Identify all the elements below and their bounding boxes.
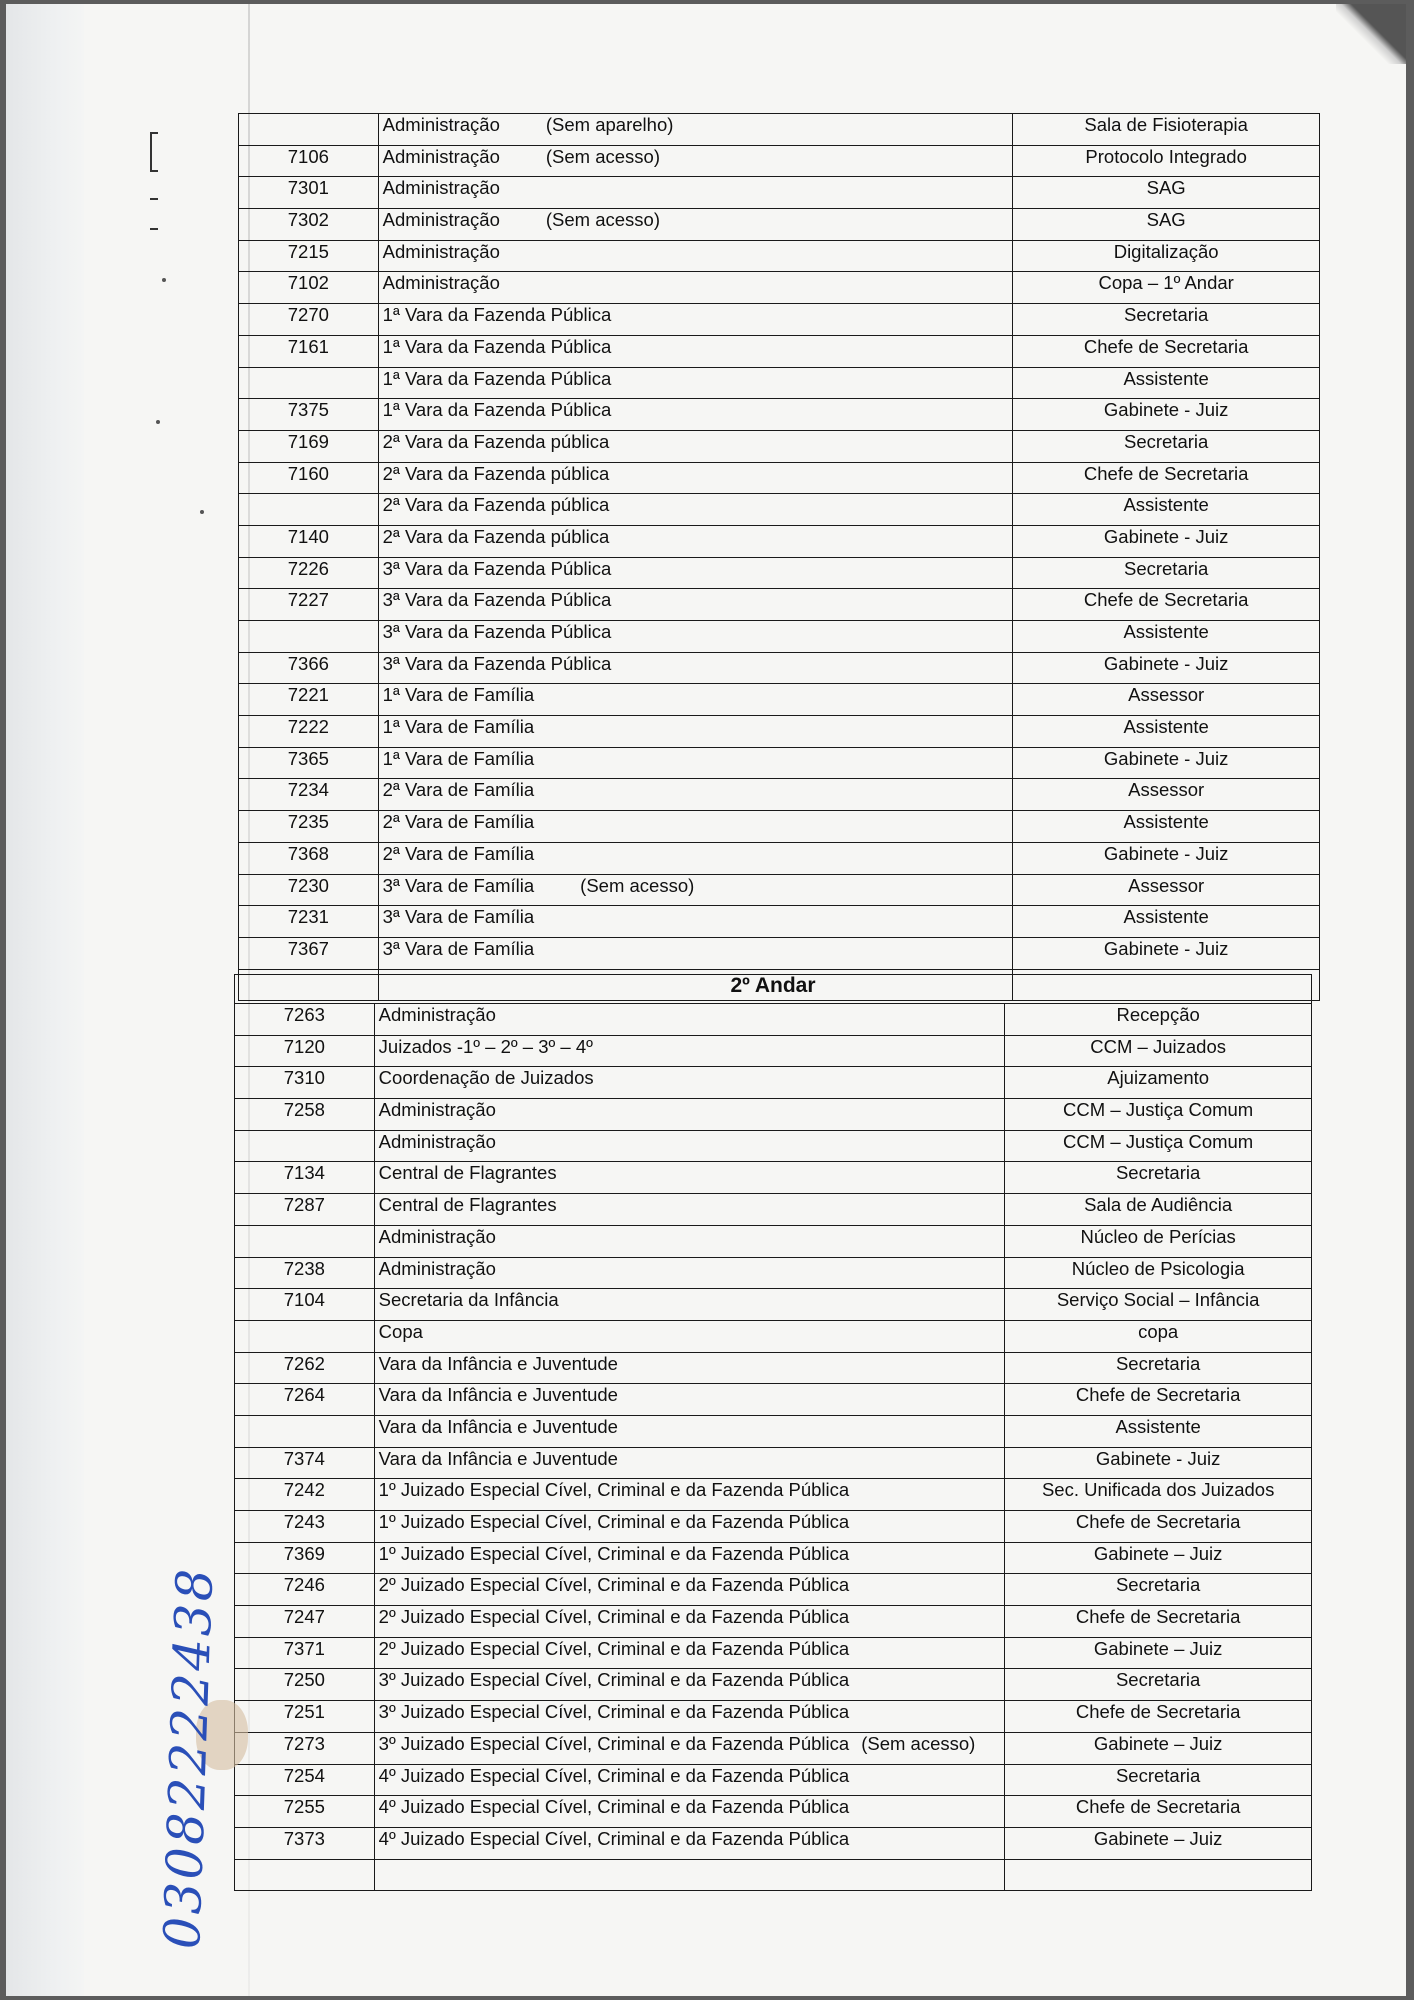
sector-name: Assistente [1013, 621, 1320, 653]
department-cell [374, 1099, 1005, 1131]
extension-number: 7140 [239, 525, 379, 557]
department-name: 2ª Vara de Família [382, 811, 535, 833]
table-row [239, 747, 1320, 779]
extension-number: 7371 [235, 1637, 375, 1669]
extension-number [239, 114, 379, 146]
sector-name: Assessor [1013, 874, 1320, 906]
department-cell [374, 1320, 1005, 1352]
department-name: 2º Juizado Especial Cível, Criminal e da Fazenda Pública [378, 1606, 850, 1628]
sector-name: SAG [1013, 209, 1320, 241]
department-cell [378, 367, 1013, 399]
sector-name: Secretaria [1005, 1764, 1312, 1796]
extension-number: 7222 [239, 716, 379, 748]
department-name: 3º Juizado Especial Cível, Criminal e da Fazenda Pública [378, 1701, 850, 1723]
table-row [235, 1574, 1312, 1606]
department-cell [374, 1796, 1005, 1828]
handwritten-number-text: 03082222438 [152, 1565, 225, 1950]
department-cell [374, 1352, 1005, 1384]
table-row [235, 1542, 1312, 1574]
table-row [235, 1067, 1312, 1099]
sector-name: Chefe de Secretaria [1005, 1511, 1312, 1543]
floor2-extension-table [234, 974, 1312, 1891]
extension-number: 7254 [235, 1764, 375, 1796]
extension-number: 7255 [235, 1796, 375, 1828]
table-row [235, 1384, 1312, 1416]
department-name: 2º Juizado Especial Cível, Criminal e da Fazenda Pública [378, 1637, 850, 1659]
extension-number: 7134 [235, 1162, 375, 1194]
floor1-extension-table [238, 113, 1320, 1001]
department-name: 1ª Vara de Família [382, 747, 535, 769]
table-row [239, 494, 1320, 526]
table-row [239, 906, 1320, 938]
department-name: 1ª Vara de Família [382, 684, 535, 706]
extension-number [239, 367, 379, 399]
department-cell [374, 1574, 1005, 1606]
department-name: 2ª Vara de Família [382, 779, 535, 801]
table-row [239, 272, 1320, 304]
table-row [235, 1415, 1312, 1447]
department-cell [378, 716, 1013, 748]
sector-name: Chefe de Secretaria [1005, 1701, 1312, 1733]
sector-name: Chefe de Secretaria [1005, 1796, 1312, 1828]
extension-number: 7242 [235, 1479, 375, 1511]
table-row [239, 209, 1320, 241]
department-name: 1ª Vara da Fazenda Pública [382, 399, 612, 421]
sector-name: Núcleo de Perícias [1005, 1225, 1312, 1257]
extension-number: 7235 [239, 811, 379, 843]
department-name: 2ª Vara da Fazenda pública [382, 462, 610, 484]
extension-number [235, 1320, 375, 1352]
table-row [239, 937, 1320, 969]
department-name: Administração [382, 114, 500, 135]
extension-number: 7231 [239, 906, 379, 938]
department-cell [378, 177, 1013, 209]
extension-number: 7104 [235, 1289, 375, 1321]
table-row [239, 462, 1320, 494]
table-row [235, 1732, 1312, 1764]
sector-name: Sec. Unificada dos Juizados [1005, 1479, 1312, 1511]
department-cell [378, 525, 1013, 557]
department-cell [378, 842, 1013, 874]
department-cell [378, 494, 1013, 526]
department-name: Vara da Infância e Juventude [378, 1352, 618, 1374]
department-name: 3ª Vara de Família [382, 874, 535, 896]
extension-number: 7273 [235, 1732, 375, 1764]
table-row [235, 1004, 1312, 1036]
department-name: Administração [382, 240, 500, 262]
extension-number [235, 1130, 375, 1162]
department-name: Administração [378, 1130, 496, 1152]
extension-number: 7226 [239, 557, 379, 589]
department-name: Administração [382, 145, 500, 167]
access-note: (Sem aparelho) [545, 114, 674, 135]
table-row [235, 1701, 1312, 1733]
table-row [235, 1479, 1312, 1511]
sector-name: Secretaria [1013, 304, 1320, 336]
sector-name: Gabinete - Juiz [1005, 1447, 1312, 1479]
sector-name: CCM – Juizados [1005, 1035, 1312, 1067]
table-row [235, 1194, 1312, 1226]
sector-name: SAG [1013, 177, 1320, 209]
table-row [239, 779, 1320, 811]
department-cell [378, 209, 1013, 241]
department-cell [374, 1035, 1005, 1067]
table-row [239, 811, 1320, 843]
scan-speck [156, 420, 160, 424]
extension-number: 7368 [239, 842, 379, 874]
department-name: 1º Juizado Especial Cível, Criminal e da Fazenda Pública [378, 1511, 850, 1532]
extension-number: 7302 [239, 209, 379, 241]
margin-mark [150, 132, 158, 134]
table-row [235, 1669, 1312, 1701]
department-name: 4º Juizado Especial Cível, Criminal e da Fazenda Pública [378, 1796, 850, 1818]
department-cell [378, 652, 1013, 684]
extension-number: 7366 [239, 652, 379, 684]
sector-name: Ajuizamento [1005, 1067, 1312, 1099]
sector-name: CCM – Justiça Comum [1005, 1099, 1312, 1131]
table-row [235, 1447, 1312, 1479]
department-name: Central de Flagrantes [378, 1194, 557, 1216]
extension-number: 7120 [235, 1035, 375, 1067]
department-name: Administração [378, 1004, 496, 1025]
extension-number: 7270 [239, 304, 379, 336]
extension-number: 7375 [239, 399, 379, 431]
sector-name: Chefe de Secretaria [1005, 1384, 1312, 1416]
table-row [235, 1859, 1312, 1891]
department-cell [374, 1606, 1005, 1638]
sector-name: Gabinete - Juiz [1013, 842, 1320, 874]
table-row [239, 842, 1320, 874]
extension-number: 7251 [235, 1701, 375, 1733]
sector-name: Assistente [1013, 367, 1320, 399]
sector-name: Chefe de Secretaria [1005, 1606, 1312, 1638]
extension-number: 7365 [239, 747, 379, 779]
table-row [239, 589, 1320, 621]
sector-name: Secretaria [1005, 1162, 1312, 1194]
extension-number: 7169 [239, 430, 379, 462]
department-cell [374, 1479, 1005, 1511]
table-row [239, 114, 1320, 146]
sector-name: Gabinete – Juiz [1005, 1637, 1312, 1669]
table-row [239, 399, 1320, 431]
table-row [235, 1827, 1312, 1859]
department-cell [374, 1669, 1005, 1701]
margin-mark [150, 170, 158, 172]
department-name: 4º Juizado Especial Cível, Criminal e da Fazenda Pública [378, 1827, 850, 1849]
extension-number: 7301 [239, 177, 379, 209]
department-name: 3ª Vara de Família [382, 906, 535, 928]
department-cell [378, 747, 1013, 779]
department-cell [378, 145, 1013, 177]
department-cell [374, 1194, 1005, 1226]
department-cell [378, 874, 1013, 906]
extension-number: 7238 [235, 1257, 375, 1289]
extension-number: 7246 [235, 1574, 375, 1606]
department-name: Administração [378, 1225, 496, 1247]
department-name: Vara da Infância e Juventude [378, 1415, 618, 1437]
extension-number [239, 621, 379, 653]
extension-number [235, 1859, 375, 1891]
extension-number: 7373 [235, 1827, 375, 1859]
table-row [235, 1606, 1312, 1638]
extension-number: 7264 [235, 1384, 375, 1416]
margin-mark [150, 228, 158, 230]
department-name: Coordenação de Juizados [378, 1067, 594, 1089]
department-cell [378, 462, 1013, 494]
extension-number: 7250 [235, 1669, 375, 1701]
department-cell [374, 1732, 1005, 1764]
folded-corner [1336, 4, 1406, 64]
extension-number: 7161 [239, 335, 379, 367]
sector-name: Núcleo de Psicologia [1005, 1257, 1312, 1289]
department-name: 1º Juizado Especial Cível, Criminal e da Fazenda Pública [378, 1542, 850, 1564]
extension-number [239, 494, 379, 526]
department-name: Secretaria da Infância [378, 1289, 559, 1311]
table-row [239, 145, 1320, 177]
extension-number: 7160 [239, 462, 379, 494]
sector-name: Secretaria [1013, 557, 1320, 589]
department-cell [378, 811, 1013, 843]
extension-number: 7106 [239, 145, 379, 177]
department-cell [378, 240, 1013, 272]
department-cell [378, 399, 1013, 431]
sector-name: Gabinete – Juiz [1005, 1542, 1312, 1574]
extension-number: 7234 [239, 779, 379, 811]
sector-name: Chefe de Secretaria [1013, 589, 1320, 621]
department-name: 1ª Vara da Fazenda Pública [382, 304, 612, 326]
scan-speck [200, 510, 204, 514]
table-row [239, 525, 1320, 557]
scan-speck [162, 278, 166, 282]
department-name: Administração [382, 177, 500, 199]
sector-name: Secretaria [1013, 430, 1320, 462]
sector-name: Chefe de Secretaria [1013, 335, 1320, 367]
extension-number: 7287 [235, 1194, 375, 1226]
department-name: Administração [378, 1099, 496, 1121]
department-name: Administração [382, 209, 500, 231]
department-cell [378, 937, 1013, 969]
margin-mark [150, 198, 158, 200]
extension-number: 7374 [235, 1447, 375, 1479]
department-cell [374, 1162, 1005, 1194]
department-name: Vara da Infância e Juventude [378, 1384, 618, 1406]
department-cell [374, 1004, 1005, 1036]
sector-name: Serviço Social – Infância [1005, 1289, 1312, 1321]
table-row [239, 177, 1320, 209]
table-row [239, 621, 1320, 653]
department-name: 3ª Vara da Fazenda Pública [382, 621, 612, 642]
department-name: 1ª Vara da Fazenda Pública [382, 367, 612, 389]
extension-number: 7263 [235, 1004, 375, 1036]
department-cell [378, 684, 1013, 716]
sector-name: Gabinete – Juiz [1005, 1827, 1312, 1859]
department-cell [374, 1827, 1005, 1859]
department-cell [378, 557, 1013, 589]
margin-mark [150, 132, 152, 172]
department-cell [378, 589, 1013, 621]
sector-name: Assistente [1013, 716, 1320, 748]
access-note: (Sem acesso) [580, 874, 695, 896]
extension-number: 7262 [235, 1352, 375, 1384]
department-name: 1ª Vara da Fazenda Pública [382, 335, 612, 357]
table-row [239, 430, 1320, 462]
sector-name: Secretaria [1005, 1574, 1312, 1606]
extension-number: 7221 [239, 684, 379, 716]
floor2-table-body [235, 975, 1312, 1891]
table-row [239, 240, 1320, 272]
table-row [235, 1257, 1312, 1289]
table-row [239, 716, 1320, 748]
sector-name: Assessor [1013, 684, 1320, 716]
department-name: Copa [378, 1320, 423, 1342]
table-row [235, 1289, 1312, 1321]
table-row [239, 367, 1320, 399]
department-name: Juizados -1º – 2º – 3º – 4º [378, 1035, 593, 1057]
department-cell [378, 272, 1013, 304]
sector-name [1005, 1859, 1312, 1891]
department-cell [378, 621, 1013, 653]
sector-name: Gabinete - Juiz [1013, 525, 1320, 557]
extension-number: 7230 [239, 874, 379, 906]
sector-name: Chefe de Secretaria [1013, 462, 1320, 494]
department-name: 1ª Vara de Família [382, 716, 535, 738]
table-row [235, 1099, 1312, 1131]
sector-name: Secretaria [1005, 1352, 1312, 1384]
extension-number [235, 1225, 375, 1257]
department-cell [374, 1764, 1005, 1796]
extension-number: 7243 [235, 1511, 375, 1543]
department-name: Administração [382, 272, 500, 294]
table-row [235, 1764, 1312, 1796]
table-row [235, 1511, 1312, 1543]
department-name: 2ª Vara da Fazenda pública [382, 525, 610, 547]
department-name: Vara da Infância e Juventude [378, 1447, 618, 1469]
department-cell [374, 1289, 1005, 1321]
sector-name: Protocolo Integrado [1013, 145, 1320, 177]
department-cell [378, 779, 1013, 811]
department-name: 3º Juizado Especial Cível, Criminal e da Fazenda Pública [378, 1732, 850, 1754]
extension-number: 7227 [239, 589, 379, 621]
department-name: 2ª Vara de Família [382, 842, 535, 864]
department-name: 3ª Vara de Família [382, 937, 535, 959]
department-name: 2ª Vara da Fazenda pública [382, 430, 610, 452]
department-cell [374, 1859, 1005, 1891]
department-name: Central de Flagrantes [378, 1162, 557, 1184]
extension-number: 7258 [235, 1099, 375, 1131]
department-cell [378, 430, 1013, 462]
table-row [235, 1637, 1312, 1669]
extension-number: 7247 [235, 1606, 375, 1638]
sector-name: Gabinete - Juiz [1013, 652, 1320, 684]
department-cell [374, 1225, 1005, 1257]
table-row [239, 557, 1320, 589]
sector-name: Sala de Audiência [1005, 1194, 1312, 1226]
department-name: Administração [378, 1257, 496, 1279]
table-row [239, 874, 1320, 906]
sector-name: Secretaria [1005, 1669, 1312, 1701]
sector-name: Gabinete - Juiz [1013, 937, 1320, 969]
sector-name: Assessor [1013, 779, 1320, 811]
department-cell [378, 114, 1013, 146]
department-cell [374, 1701, 1005, 1733]
department-name: 1º Juizado Especial Cível, Criminal e da Fazenda Pública [378, 1479, 850, 1501]
handwritten-number [152, 1490, 225, 1970]
floor1-table-body [239, 114, 1320, 1001]
extension-number: 7102 [239, 272, 379, 304]
sector-name: copa [1005, 1320, 1312, 1352]
table-row [235, 1320, 1312, 1352]
extension-number [235, 1415, 375, 1447]
access-note: (Sem acesso) [861, 1732, 976, 1754]
table-row [235, 1225, 1312, 1257]
department-cell [374, 1067, 1005, 1099]
table-row [239, 684, 1320, 716]
department-cell [374, 1384, 1005, 1416]
department-name: 3ª Vara da Fazenda Pública [382, 652, 612, 674]
sector-name: Copa – 1º Andar [1013, 272, 1320, 304]
table-row [235, 1796, 1312, 1828]
department-name: 2º Juizado Especial Cível, Criminal e da Fazenda Pública [378, 1574, 850, 1596]
department-cell [374, 1511, 1005, 1543]
table-row [235, 1130, 1312, 1162]
extension-number: 7369 [235, 1542, 375, 1574]
extension-number: 7215 [239, 240, 379, 272]
sector-name: Gabinete - Juiz [1013, 747, 1320, 779]
sector-name: Recepção [1005, 1004, 1312, 1036]
department-name: 3º Juizado Especial Cível, Criminal e da Fazenda Pública [378, 1669, 850, 1691]
extension-number: 7310 [235, 1067, 375, 1099]
department-cell [374, 1130, 1005, 1162]
table-row [235, 1162, 1312, 1194]
department-cell [374, 1257, 1005, 1289]
department-name: 3ª Vara da Fazenda Pública [382, 589, 612, 611]
extension-number: 7367 [239, 937, 379, 969]
sector-name: Assistente [1005, 1415, 1312, 1447]
access-note: (Sem acesso) [545, 209, 661, 231]
department-cell [378, 304, 1013, 336]
sector-name: Gabinete - Juiz [1013, 399, 1320, 431]
department-cell [374, 1415, 1005, 1447]
table-row [239, 652, 1320, 684]
sector-name: Assistente [1013, 494, 1320, 526]
table-row [235, 1035, 1312, 1067]
department-name: 2ª Vara da Fazenda pública [382, 494, 610, 516]
sector-name: Assistente [1013, 811, 1320, 843]
sector-name: Digitalização [1013, 240, 1320, 272]
department-cell [378, 906, 1013, 938]
paper-fold [6, 4, 84, 1996]
department-cell [374, 1637, 1005, 1669]
department-cell [374, 1542, 1005, 1574]
section-header-row [235, 975, 1312, 1004]
table-row [239, 335, 1320, 367]
sector-name: Assistente [1013, 906, 1320, 938]
table-row [239, 304, 1320, 336]
department-cell [378, 335, 1013, 367]
sector-name: Gabinete – Juiz [1005, 1732, 1312, 1764]
sector-name: CCM – Justiça Comum [1005, 1130, 1312, 1162]
department-name: 3ª Vara da Fazenda Pública [382, 557, 612, 579]
department-cell [374, 1447, 1005, 1479]
department-name: 4º Juizado Especial Cível, Criminal e da Fazenda Pública [378, 1764, 850, 1786]
access-note: (Sem acesso) [545, 145, 661, 167]
sector-name: Sala de Fisioterapia [1013, 114, 1320, 146]
table-row [235, 1352, 1312, 1384]
section-title: 2º Andar [235, 975, 1312, 1004]
